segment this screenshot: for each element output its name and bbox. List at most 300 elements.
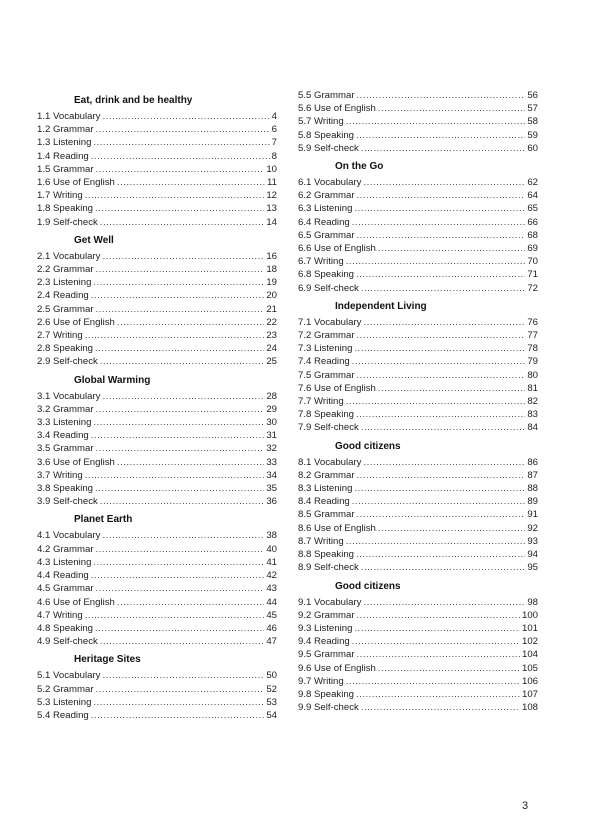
toc-entry-label: 4.1 Vocabulary <box>37 530 101 542</box>
toc-entry[interactable] <box>298 535 538 548</box>
toc-entry-label: 7.1 Vocabulary <box>298 316 362 328</box>
dot-leader <box>357 469 526 482</box>
toc-entry-label: 3.5 Grammar <box>37 443 94 455</box>
toc-entry-label: 8.6 Use of English <box>298 522 376 534</box>
toc-entry[interactable] <box>37 622 277 635</box>
toc-entry-label: 7.3 Listening <box>298 343 353 355</box>
toc-entry[interactable] <box>298 189 538 202</box>
toc-entry[interactable] <box>37 110 277 123</box>
toc-entry[interactable] <box>298 355 538 368</box>
toc-entry[interactable] <box>37 469 277 482</box>
toc-section <box>37 513 277 648</box>
dot-leader <box>100 355 265 368</box>
toc-entry[interactable] <box>298 255 538 268</box>
toc-entry[interactable] <box>37 482 277 495</box>
toc-entry-label: 8.9 Self-check <box>298 562 359 574</box>
toc-entry-page: 25 <box>266 356 277 368</box>
toc-entry[interactable] <box>37 329 277 342</box>
section-title: Planet Earth <box>74 514 133 526</box>
dot-leader <box>346 395 526 408</box>
toc-column-right <box>298 89 538 714</box>
dot-leader <box>357 609 520 622</box>
toc-entry-label: 2.6 Use of English <box>37 316 115 328</box>
dot-leader <box>102 529 264 542</box>
toc-entry-page: 88 <box>527 483 538 495</box>
dot-leader <box>361 701 520 714</box>
toc-entry[interactable] <box>298 688 538 701</box>
dot-leader <box>352 495 526 508</box>
toc-entry[interactable] <box>298 561 538 574</box>
dot-leader <box>356 408 525 421</box>
dot-leader <box>361 282 526 295</box>
toc-entry-label: 6.5 Grammar <box>298 229 355 241</box>
toc-entry-label: 2.7 Writing <box>37 330 83 342</box>
dot-leader <box>354 482 525 495</box>
dot-leader <box>93 416 264 429</box>
toc-column-left <box>37 89 277 722</box>
toc-entry-label: 2.8 Speaking <box>37 343 94 355</box>
dot-leader <box>91 709 265 722</box>
toc-section <box>298 160 538 295</box>
dot-leader <box>102 250 264 263</box>
toc-entry-page: 91 <box>527 509 538 521</box>
toc-entry[interactable] <box>37 163 277 176</box>
toc-entry-label: 1.9 Self-check <box>37 216 98 228</box>
dot-leader <box>96 403 265 416</box>
section-title: Get Well <box>74 234 114 246</box>
toc-entry-label: 6.9 Self-check <box>298 282 359 294</box>
toc-entry[interactable] <box>298 369 538 382</box>
toc-entry[interactable] <box>298 242 538 255</box>
toc-entry[interactable] <box>37 403 277 416</box>
toc-entry[interactable] <box>37 635 277 648</box>
toc-entry[interactable] <box>298 635 538 648</box>
toc-section <box>37 234 277 369</box>
toc-entry-label: 4.5 Grammar <box>37 583 94 595</box>
toc-entry-label: 5.7 Writing <box>298 116 344 128</box>
toc-entry[interactable] <box>298 142 538 155</box>
toc-entry-page: 64 <box>527 190 538 202</box>
toc-entry-page: 68 <box>527 229 538 241</box>
toc-entry-page: 43 <box>266 583 277 595</box>
dot-leader <box>91 569 265 582</box>
toc-entry-page: 19 <box>266 277 277 289</box>
toc-entry[interactable] <box>298 662 538 675</box>
dot-leader <box>102 669 264 682</box>
toc-entry-page: 45 <box>266 609 277 621</box>
toc-entry-label: 3.9 Self-check <box>37 496 98 508</box>
dot-leader <box>117 316 264 329</box>
toc-entry[interactable] <box>298 129 538 142</box>
toc-entry[interactable] <box>298 408 538 421</box>
toc-entry[interactable] <box>298 495 538 508</box>
toc-entry[interactable] <box>37 123 277 136</box>
toc-entry-page: 47 <box>266 636 277 648</box>
dot-leader <box>95 202 264 215</box>
toc-entry[interactable] <box>298 268 538 281</box>
toc-entry-page: 20 <box>266 290 277 302</box>
toc-entry-page: 58 <box>527 116 538 128</box>
toc-entry-page: 34 <box>266 469 277 481</box>
toc-section <box>298 300 538 435</box>
dot-leader <box>357 189 526 202</box>
toc-entry[interactable] <box>37 303 277 316</box>
dot-leader <box>346 535 526 548</box>
dot-leader <box>363 176 525 189</box>
toc-entry-page: 30 <box>266 417 277 429</box>
toc-entry[interactable] <box>298 648 538 661</box>
toc-entry[interactable] <box>37 263 277 276</box>
toc-entry-label: 2.9 Self-check <box>37 356 98 368</box>
dot-leader <box>100 495 265 508</box>
dot-leader <box>352 355 526 368</box>
toc-entry[interactable] <box>298 382 538 395</box>
toc-entry-label: 1.3 Listening <box>37 137 92 149</box>
toc-entry-label: 7.8 Speaking <box>298 409 355 421</box>
section-title: On the Go <box>335 161 384 173</box>
dot-leader <box>357 508 526 521</box>
toc-entry-page: 40 <box>266 543 277 555</box>
toc-entry[interactable] <box>37 582 277 595</box>
toc-entry-page: 87 <box>527 469 538 481</box>
dot-leader <box>361 561 526 574</box>
toc-entry[interactable] <box>37 250 277 263</box>
toc-entry[interactable] <box>37 276 277 289</box>
dot-leader <box>102 390 264 403</box>
section-title: Global Warming <box>74 374 151 386</box>
toc-entry-label: 4.9 Self-check <box>37 636 98 648</box>
toc-entry[interactable] <box>37 136 277 149</box>
toc-entry[interactable] <box>37 429 277 442</box>
toc-entry-page: 89 <box>527 496 538 508</box>
toc-entry[interactable] <box>37 442 277 455</box>
toc-entry[interactable] <box>37 609 277 622</box>
toc-entry-page: 105 <box>521 662 538 674</box>
toc-entry-label: 1.6 Use of English <box>37 177 115 189</box>
toc-entry-label: 7.4 Reading <box>298 356 350 368</box>
toc-entry[interactable] <box>298 675 538 688</box>
section-title: Eat, drink and be healthy <box>74 95 193 106</box>
toc-entry-page: 10 <box>266 163 277 175</box>
toc-entry-page: 60 <box>527 142 538 154</box>
toc-entry[interactable] <box>298 522 538 535</box>
toc-entry-page: 53 <box>266 696 277 708</box>
toc-entry-page: 18 <box>266 264 277 276</box>
toc-entry-page: 100 <box>521 609 538 621</box>
dot-leader <box>117 596 264 609</box>
dot-leader <box>96 123 270 136</box>
toc-entry[interactable] <box>37 176 277 189</box>
toc-entry-label: 9.1 Vocabulary <box>298 596 362 608</box>
toc-entry[interactable] <box>37 189 277 202</box>
toc-entry[interactable] <box>298 316 538 329</box>
toc-entry-label: 7.7 Writing <box>298 396 344 408</box>
toc-entry-page: 4 <box>271 111 277 122</box>
toc-entry[interactable] <box>37 556 277 569</box>
dot-leader <box>357 329 526 342</box>
dot-leader <box>96 683 265 696</box>
toc-entry-page: 102 <box>521 636 538 648</box>
toc-entry-page: 29 <box>266 403 277 415</box>
toc-entry-label: 6.3 Listening <box>298 203 353 215</box>
toc-entry-label: 9.2 Grammar <box>298 609 355 621</box>
toc-entry-label: 9.9 Self-check <box>298 702 359 714</box>
toc-entry-page: 93 <box>527 535 538 547</box>
dot-leader <box>346 675 520 688</box>
toc-entry-label: 8.7 Writing <box>298 535 344 547</box>
toc-entry[interactable] <box>37 289 277 302</box>
toc-entry[interactable] <box>37 543 277 556</box>
toc-entry-page: 66 <box>527 216 538 228</box>
dot-leader <box>95 482 264 495</box>
toc-entry-label: 8.2 Grammar <box>298 469 355 481</box>
toc-entry[interactable] <box>298 482 538 495</box>
toc-entry-page: 76 <box>527 316 538 328</box>
toc-entry[interactable] <box>298 609 538 622</box>
toc-entry[interactable] <box>298 89 538 102</box>
toc-entry[interactable] <box>298 421 538 434</box>
toc-entry[interactable] <box>298 176 538 189</box>
toc-entry-label: 3.6 Use of English <box>37 456 115 468</box>
toc-entry[interactable] <box>298 548 538 561</box>
toc-entry[interactable] <box>37 596 277 609</box>
toc-entry-page: 22 <box>266 316 277 328</box>
toc-entry-page: 77 <box>527 330 538 342</box>
toc-entry-page: 57 <box>527 103 538 115</box>
dot-leader <box>346 255 526 268</box>
toc-entry-label: 5.8 Speaking <box>298 129 355 141</box>
dot-leader <box>96 543 265 556</box>
dot-leader <box>354 622 520 635</box>
toc-entry-label: 4.8 Speaking <box>37 622 94 634</box>
toc-entry-label: 2.5 Grammar <box>37 303 94 315</box>
toc-entry-page: 11 <box>267 177 277 189</box>
toc-entry-label: 9.6 Use of English <box>298 662 376 674</box>
section-title: Good citizens <box>335 440 401 452</box>
toc-entry-label: 7.6 Use of English <box>298 382 376 394</box>
toc-section <box>37 374 277 509</box>
dot-leader <box>96 582 265 595</box>
toc-entry-page: 95 <box>527 562 538 574</box>
toc-entry[interactable] <box>37 216 277 229</box>
toc-entry-label: 7.9 Self-check <box>298 422 359 434</box>
toc-entry-page: 12 <box>266 190 277 202</box>
toc-entry-label: 5.5 Grammar <box>298 90 355 101</box>
dot-leader <box>93 556 264 569</box>
dot-leader <box>363 456 525 469</box>
dot-leader <box>378 242 525 255</box>
toc-entry-label: 6.4 Reading <box>298 216 350 228</box>
dot-leader <box>363 316 525 329</box>
toc-entry-page: 86 <box>527 456 538 468</box>
dot-leader <box>356 268 525 281</box>
dot-leader <box>91 289 265 302</box>
toc-entry-page: 98 <box>527 596 538 608</box>
dot-leader <box>357 648 520 661</box>
toc-entry-page: 54 <box>266 709 277 721</box>
dot-leader <box>91 150 270 163</box>
toc-entry-page: 21 <box>266 303 277 315</box>
toc-entry-page: 84 <box>527 422 538 434</box>
section-title: Heritage Sites <box>74 654 141 666</box>
dot-leader <box>346 115 526 128</box>
toc-entry-label: 5.9 Self-check <box>298 142 359 154</box>
toc-entry-label: 9.8 Speaking <box>298 688 355 700</box>
toc-entry-page: 23 <box>266 330 277 342</box>
toc-entry[interactable] <box>37 456 277 469</box>
toc-entry[interactable] <box>37 355 277 368</box>
toc-entry-label: 8.3 Listening <box>298 483 353 495</box>
toc-entry[interactable] <box>298 342 538 355</box>
dot-leader <box>354 342 525 355</box>
toc-entry-label: 4.7 Writing <box>37 609 83 621</box>
toc-entry-label: 5.2 Grammar <box>37 683 94 695</box>
toc-entry-page: 36 <box>266 496 277 508</box>
toc-entry[interactable] <box>298 202 538 215</box>
toc-entry-page: 50 <box>266 670 277 682</box>
toc-entry-page: 24 <box>266 343 277 355</box>
toc-entry[interactable] <box>298 395 538 408</box>
toc-entry[interactable] <box>37 709 277 722</box>
toc-entry[interactable] <box>37 342 277 355</box>
toc-entry-page: 83 <box>527 409 538 421</box>
toc-entry-page: 8 <box>271 150 277 162</box>
toc-entry-label: 3.2 Grammar <box>37 403 94 415</box>
toc-entry-page: 92 <box>527 522 538 534</box>
dot-leader <box>357 229 526 242</box>
toc-entry-page: 16 <box>266 250 277 262</box>
dot-leader <box>96 163 265 176</box>
page-number: 3 <box>522 800 529 812</box>
dot-leader <box>378 662 520 675</box>
dot-leader <box>356 688 520 701</box>
toc-entry[interactable] <box>298 596 538 609</box>
toc-entry-label: 1.1 Vocabulary <box>37 111 101 122</box>
toc-entry-label: 5.1 Vocabulary <box>37 670 101 682</box>
toc-entry[interactable] <box>37 390 277 403</box>
dot-leader <box>102 110 269 123</box>
toc-entry-label: 2.3 Listening <box>37 277 92 289</box>
dot-leader <box>363 596 525 609</box>
toc-entry[interactable] <box>298 329 538 342</box>
toc-section <box>298 89 538 155</box>
dot-leader <box>357 369 526 382</box>
toc-entry-page: 41 <box>266 556 277 568</box>
toc-entry-label: 4.3 Listening <box>37 556 92 568</box>
dot-leader <box>85 329 265 342</box>
dot-leader <box>93 696 264 709</box>
dot-leader <box>95 342 264 355</box>
section-title: Good citizens <box>335 580 401 592</box>
toc-entry-page: 81 <box>527 382 538 394</box>
toc-entry-label: 8.1 Vocabulary <box>298 456 362 468</box>
dot-leader <box>96 442 265 455</box>
toc-entry-page: 52 <box>266 683 277 695</box>
toc-entry[interactable] <box>298 102 538 115</box>
dot-leader <box>85 609 265 622</box>
toc-entry-label: 5.6 Use of English <box>298 103 376 115</box>
dot-leader <box>117 176 265 189</box>
toc-entry-label: 3.7 Writing <box>37 469 83 481</box>
dot-leader <box>361 421 526 434</box>
dot-leader <box>96 303 265 316</box>
toc-entry[interactable] <box>298 282 538 295</box>
toc-entry[interactable] <box>37 150 277 163</box>
toc-entry[interactable] <box>298 622 538 635</box>
dot-leader <box>93 136 269 149</box>
toc-entry-page: 56 <box>527 90 538 101</box>
toc-entry[interactable] <box>298 115 538 128</box>
dot-leader <box>85 189 265 202</box>
toc-entry-page: 46 <box>266 622 277 634</box>
toc-entry-page: 71 <box>527 269 538 281</box>
toc-entry[interactable] <box>37 669 277 682</box>
toc-entry[interactable] <box>37 416 277 429</box>
toc-entry[interactable] <box>298 469 538 482</box>
toc-entry-label: 1.2 Grammar <box>37 124 94 136</box>
toc-entry-page: 33 <box>266 456 277 468</box>
toc-entry-label: 2.1 Vocabulary <box>37 250 101 262</box>
toc-entry[interactable] <box>298 456 538 469</box>
toc-entry-label: 1.8 Speaking <box>37 203 94 215</box>
toc-entry-page: 59 <box>527 129 538 141</box>
toc-entry-page: 101 <box>521 622 538 634</box>
toc-entry[interactable] <box>37 529 277 542</box>
dot-leader <box>91 429 265 442</box>
dot-leader <box>352 216 526 229</box>
dot-leader <box>117 456 264 469</box>
toc-entry-label: 8.4 Reading <box>298 496 350 508</box>
toc-entry-label: 1.4 Reading <box>37 150 89 162</box>
toc-entry[interactable] <box>37 495 277 508</box>
toc-entry-page: 80 <box>527 369 538 381</box>
dot-leader <box>93 276 264 289</box>
dot-leader <box>95 622 264 635</box>
toc-entry-page: 72 <box>527 282 538 294</box>
toc-entry[interactable] <box>298 229 538 242</box>
toc-entry-label: 9.7 Writing <box>298 675 344 687</box>
dot-leader <box>96 263 265 276</box>
dot-leader <box>352 635 520 648</box>
toc-section <box>298 440 538 575</box>
toc-entry[interactable] <box>37 569 277 582</box>
dot-leader <box>378 102 525 115</box>
toc-entry-page: 69 <box>527 243 538 255</box>
toc-entry-label: 2.2 Grammar <box>37 264 94 276</box>
toc-entry-page: 6 <box>271 124 277 136</box>
toc-entry-label: 6.7 Writing <box>298 256 344 268</box>
toc-entry[interactable] <box>37 696 277 709</box>
toc-entry[interactable] <box>37 202 277 215</box>
dot-leader <box>85 469 265 482</box>
toc-entry[interactable] <box>298 508 538 521</box>
toc-entry[interactable] <box>37 683 277 696</box>
toc-entry-label: 9.3 Listening <box>298 622 353 634</box>
toc-entry[interactable] <box>298 701 538 714</box>
toc-entry-label: 7.5 Grammar <box>298 369 355 381</box>
toc-entry[interactable] <box>298 216 538 229</box>
toc-entry[interactable] <box>37 316 277 329</box>
toc-entry-label: 6.6 Use of English <box>298 243 376 255</box>
toc-entry-label: 6.1 Vocabulary <box>298 177 362 189</box>
toc-entry-label: 9.5 Grammar <box>298 649 355 661</box>
toc-entry-page: 14 <box>266 216 277 228</box>
dot-leader <box>378 382 525 395</box>
toc-entry-label: 8.5 Grammar <box>298 509 355 521</box>
toc-entry-page: 82 <box>527 396 538 408</box>
toc-entry-label: 6.8 Speaking <box>298 269 355 281</box>
toc-entry-page: 108 <box>521 702 538 714</box>
